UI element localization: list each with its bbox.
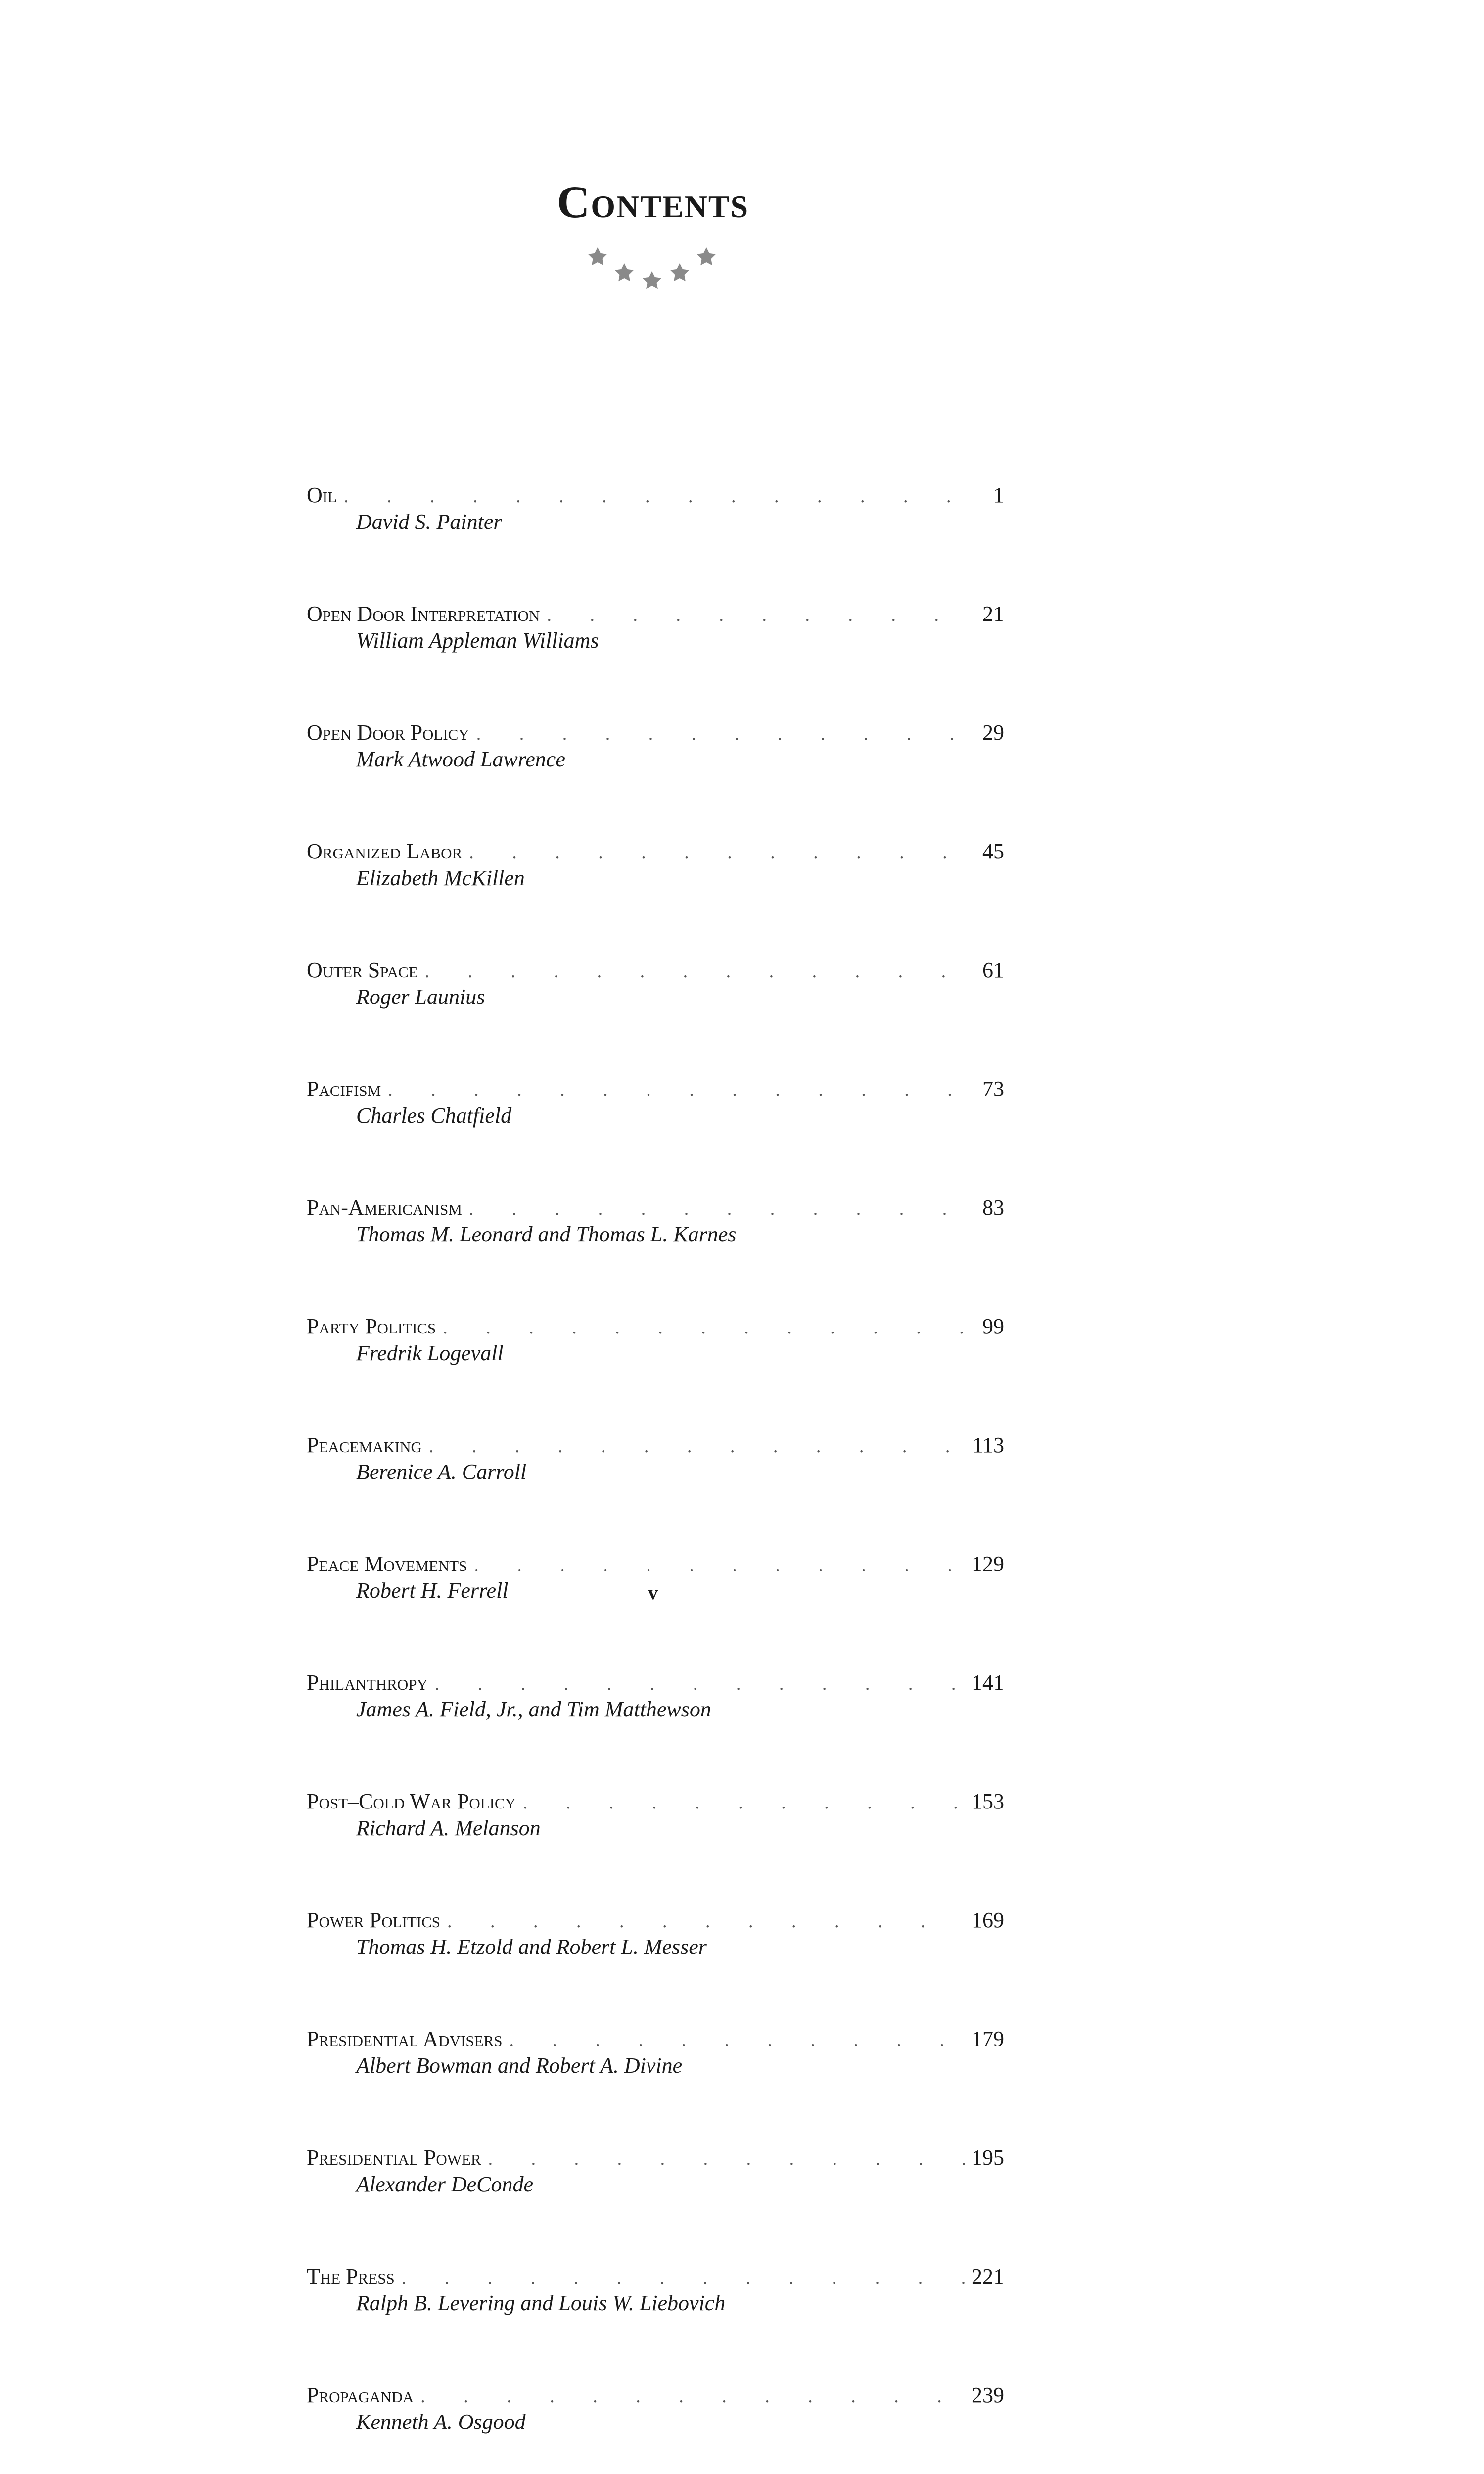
entry-author: James A. Field, Jr., and Tim Matthewson <box>356 1697 711 1721</box>
entry-page-number: 83 <box>982 1195 1004 1220</box>
dot-leader <box>402 2267 965 2288</box>
entry-title: The Press <box>307 2264 395 2288</box>
entry-page-number: 179 <box>972 2027 1004 2051</box>
dot-leader <box>429 1435 966 1457</box>
toc-entry[interactable] <box>307 1195 1004 1314</box>
toc-entry[interactable] <box>307 1907 1004 2026</box>
dot-leader <box>447 1910 965 1932</box>
entry-page-number: 195 <box>972 2145 1004 2170</box>
entry-page-number: 221 <box>972 2264 1004 2288</box>
entry-author: Thomas H. Etzold and Robert L. Messer <box>356 1935 707 1959</box>
entry-title: Presidential Power <box>307 2145 481 2170</box>
entry-title: Peacemaking <box>307 1433 422 1457</box>
toc-entry[interactable] <box>307 1076 1004 1195</box>
dot-leader <box>523 1792 965 1813</box>
entry-page-number: 169 <box>972 1908 1004 1932</box>
entry-title: Oil <box>307 483 337 507</box>
table-of-contents <box>307 482 1004 2474</box>
entry-author: Kenneth A. Osgood <box>356 2410 526 2434</box>
dot-leader <box>443 1317 968 1338</box>
entry-title: Outer Space <box>307 958 418 982</box>
entry-title: Pan-Americanism <box>307 1195 462 1220</box>
entry-page-number: 99 <box>982 1314 1004 1338</box>
toc-entry[interactable] <box>307 839 1004 957</box>
dot-leader <box>509 2029 965 2051</box>
dot-leader <box>476 723 968 745</box>
page-title: Contents <box>556 177 749 227</box>
entry-title: Party Politics <box>307 1314 436 1338</box>
toc-entry[interactable] <box>307 482 1004 601</box>
entry-page-number: 113 <box>972 1433 1004 1457</box>
toc-entry[interactable] <box>307 2264 1004 2382</box>
dot-leader <box>420 2385 965 2407</box>
entry-author: William Appleman Williams <box>356 628 599 653</box>
entry-title: Philanthropy <box>307 1670 428 1695</box>
dot-leader <box>344 485 968 507</box>
entry-title: Organized Labor <box>307 839 463 863</box>
entry-title: Peace Movements <box>307 1552 467 1576</box>
entry-page-number: 141 <box>972 1670 1004 1695</box>
toc-entry[interactable] <box>307 1432 1004 1551</box>
entry-page-number: 153 <box>972 1789 1004 1813</box>
entry-author: Berenice A. Carroll <box>356 1460 527 1484</box>
entry-page-number: 239 <box>972 2383 1004 2407</box>
entry-author: Mark Atwood Lawrence <box>356 747 565 771</box>
toc-entry[interactable] <box>307 1670 1004 1789</box>
five-stars-arc-icon <box>584 242 722 297</box>
entry-page-number: 129 <box>972 1552 1004 1576</box>
entry-title: Power Politics <box>307 1908 441 1932</box>
entry-author: Alexander DeConde <box>356 2172 533 2196</box>
dot-leader <box>435 1673 965 1695</box>
entry-title: Open Door Policy <box>307 720 469 745</box>
entry-page-number: 29 <box>982 720 1004 745</box>
entry-title: Presidential Advisers <box>307 2027 503 2051</box>
toc-entry[interactable] <box>307 1314 1004 1432</box>
toc-entry[interactable] <box>307 2026 1004 2145</box>
toc-entry[interactable] <box>307 2145 1004 2264</box>
dot-leader <box>469 842 968 863</box>
entry-author: Charles Chatfield <box>356 1103 512 1128</box>
entry-title: Post–Cold War Policy <box>307 1789 516 1813</box>
dot-leader <box>469 1198 968 1220</box>
entry-page-number: 45 <box>982 839 1004 863</box>
entry-page-number: 73 <box>982 1077 1004 1101</box>
page-folio: v <box>648 1581 658 1604</box>
entry-page-number: 1 <box>993 483 1004 507</box>
dot-leader <box>388 1079 968 1101</box>
entry-author: Fredrik Logevall <box>356 1341 504 1365</box>
entry-author: Richard A. Melanson <box>356 1816 541 1840</box>
entry-title: Pacifism <box>307 1077 381 1101</box>
dot-leader <box>425 960 968 982</box>
entry-author: David S. Painter <box>356 510 502 534</box>
entry-author: Thomas M. Leonard and Thomas L. Karnes <box>356 1222 737 1246</box>
toc-entry[interactable] <box>307 720 1004 839</box>
dot-leader <box>474 1554 965 1576</box>
toc-entry[interactable] <box>307 1789 1004 1907</box>
entry-author: Ralph B. Levering and Louis W. Liebovich <box>356 2291 726 2315</box>
entry-title: Propaganda <box>307 2383 414 2407</box>
entry-page-number: 61 <box>982 958 1004 982</box>
dot-leader <box>547 604 968 626</box>
entry-author: Robert H. Ferrell <box>356 1578 509 1603</box>
entry-title: Open Door Interpretation <box>307 602 540 626</box>
toc-entry[interactable] <box>307 2382 1004 2474</box>
entry-page-number: 21 <box>982 602 1004 626</box>
entry-author: Roger Launius <box>356 985 485 1009</box>
toc-entry[interactable] <box>307 601 1004 720</box>
toc-entry[interactable] <box>307 957 1004 1076</box>
entry-author: Elizabeth McKillen <box>356 866 525 890</box>
toc-entry[interactable] <box>307 1551 1004 1670</box>
dot-leader <box>488 2148 965 2170</box>
entry-author: Albert Bowman and Robert A. Divine <box>356 2053 683 2078</box>
